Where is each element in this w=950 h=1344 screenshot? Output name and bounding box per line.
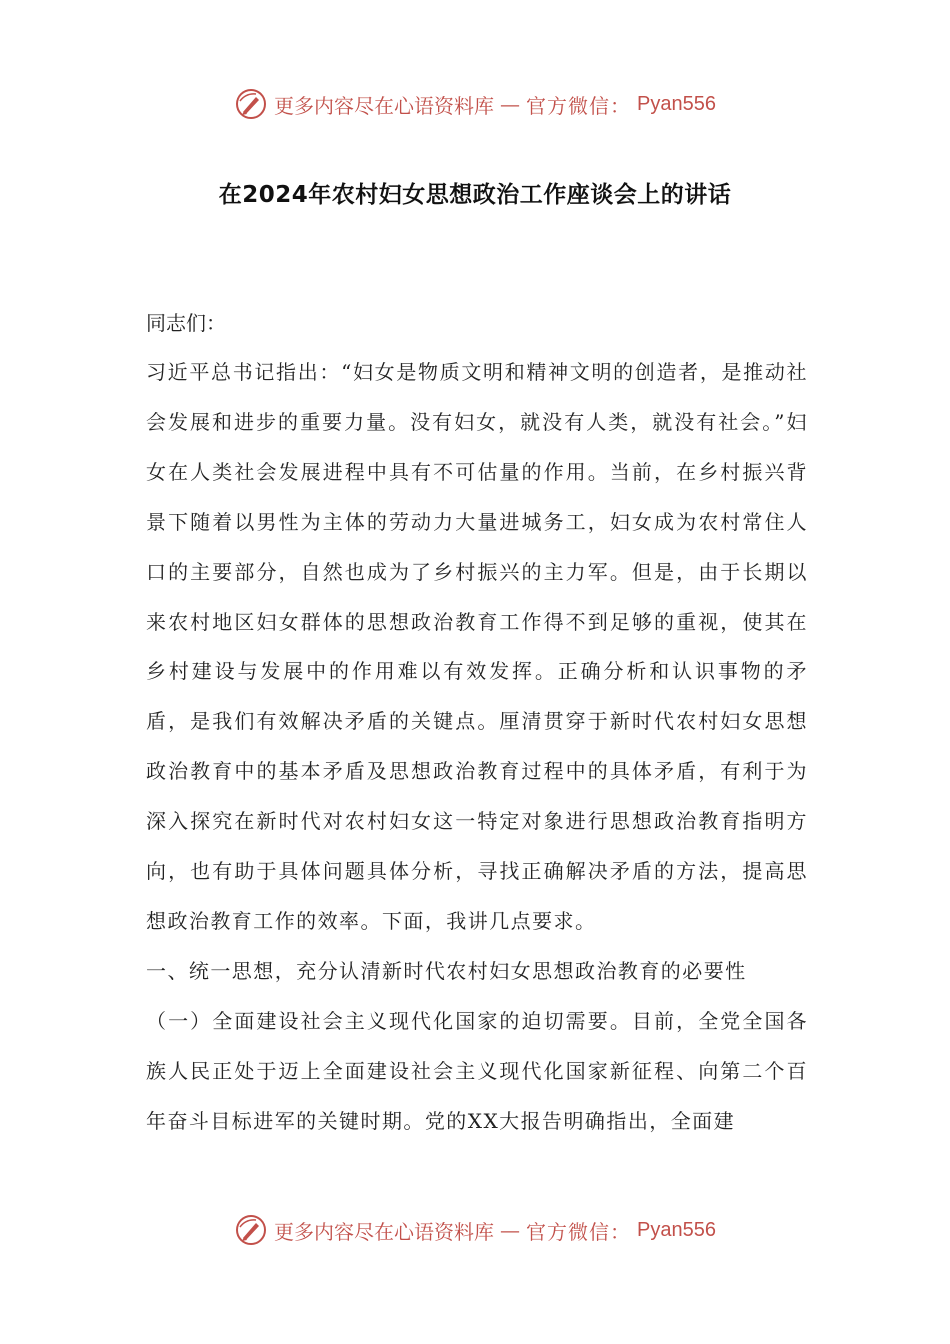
section-heading-1: 一、统一思想，充分认清新时代农村妇女思想政治教育的必要性 (146, 958, 747, 983)
watermark-text: 更多内容尽在心语资料库 (274, 93, 495, 118)
pen-logo-icon (234, 1213, 268, 1247)
watermark-separator: — (500, 1218, 521, 1242)
watermark-text: 更多内容尽在心语资料库 (274, 1219, 495, 1244)
pen-logo-icon (234, 87, 268, 121)
document-title: 在2024年农村妇女思想政治工作座谈会上的讲话 (218, 182, 732, 208)
paragraph-section-1-1: （一）全面建设社会主义现代化国家的迫切需要。目前，全党全国各族人民正处于迈上全面建设社会主义现代化国家新征程、向第二个百年奋斗目标进军的关键时期。党的XX大报告明确指出，全面建 (146, 1008, 808, 1133)
watermark-separator: — (500, 92, 521, 116)
watermark-label: 官方微信： (526, 93, 632, 118)
greeting: 同志们： (146, 311, 226, 335)
watermark-wechat-id: Pyan556 (637, 92, 716, 115)
document-body (146, 298, 808, 1147)
watermark-wechat-id: Pyan556 (637, 1218, 716, 1241)
watermark-label: 官方微信： (526, 1219, 632, 1244)
watermark-header (0, 84, 950, 124)
watermark-footer (0, 1210, 950, 1250)
paragraph-intro: 习近平总书记指出：“妇女是物质文明和精神文明的创造者，是推动社会发展和进步的重要力量。没有妇女，就没有人类，就没有社会。”妇女在人类社会发展进程中具有不可估量的作用。当前，在乡村振兴背景下随着以男性为主体的劳动力大量进城务工，妇女成为农村常住人口的主要部分，自然也成为了乡村振兴的主力军。但是，由于长期以来农村地区妇女群体的思想政治教育工作得不到足够的重视，使其在乡村建设与发展中的作用难以有效发挥。正确分析和认识事物的矛盾，是我们有效解决矛盾的关键点。厘清贯穿于新时代农村妇女思想政治教育中的基本矛盾及思想政治教育过程中的具体矛盾，有利于为深入探究在新时代对农村妇女这一特定对象进行思想政治教育指明方向，也有助于具体问题具体分析，寻找正确解决矛盾的方法，提高思想政治教育工作的效率。下面，我讲几点要求。 (146, 360, 808, 933)
